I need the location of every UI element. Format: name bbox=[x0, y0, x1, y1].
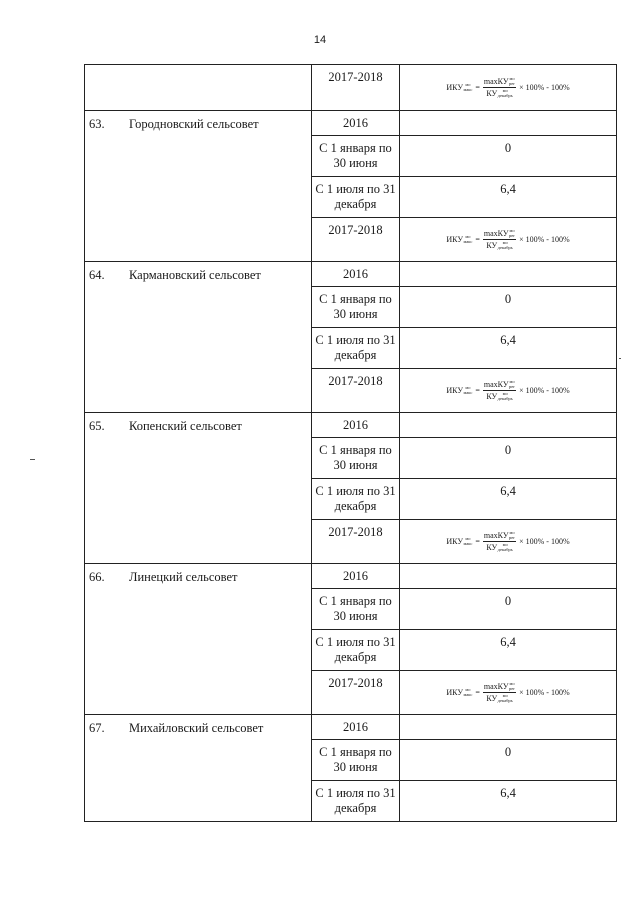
formula-cell bbox=[400, 65, 617, 111]
formula-denominator: КУ bbox=[486, 694, 498, 703]
formula-cell bbox=[400, 671, 617, 715]
formula-equals: = bbox=[475, 688, 480, 697]
formula-numerator-sup: мо bbox=[509, 681, 515, 686]
formula-denominator-sup: мо bbox=[502, 88, 508, 93]
formula-numerator-sub: рег bbox=[509, 534, 516, 540]
period-cell: 2017-2018 bbox=[312, 520, 400, 564]
formula-numerator-sub: рег bbox=[509, 232, 516, 238]
page-number: 14 bbox=[313, 34, 327, 46]
period-cell: С 1 января по 30 июня bbox=[312, 438, 400, 479]
formula-lhs: ИКУ bbox=[446, 83, 463, 92]
formula-lhs: ИКУ bbox=[446, 688, 463, 697]
index-formula bbox=[446, 531, 569, 552]
value-cell bbox=[400, 715, 617, 740]
period-cell: 2016 bbox=[312, 564, 400, 589]
formula-numerator: maxКУ bbox=[483, 380, 509, 389]
formula-numerator-sup: мо bbox=[509, 530, 515, 535]
formula-lhs-sup: мо bbox=[465, 385, 471, 390]
period-cell: 2016 bbox=[312, 262, 400, 287]
formula-numerator-sub: рег bbox=[509, 80, 516, 86]
formula-fraction bbox=[483, 229, 516, 250]
period-cell: 2016 bbox=[312, 413, 400, 438]
formula-tail: × 100% - 100% bbox=[519, 386, 570, 395]
formula-tail: × 100% - 100% bbox=[519, 83, 570, 92]
formula-numerator-sup: мо bbox=[509, 228, 515, 233]
period-cell: С 1 июля по 31 декабря bbox=[312, 479, 400, 520]
formula-numerator-sup: мо bbox=[509, 379, 515, 384]
period-cell: 2017-2018 bbox=[312, 65, 400, 111]
formula-lhs: ИКУ bbox=[446, 537, 463, 546]
table-row bbox=[85, 65, 617, 111]
period-cell: 2017-2018 bbox=[312, 218, 400, 262]
table-body bbox=[85, 65, 617, 822]
value-cell: 0 bbox=[400, 740, 617, 781]
value-cell: 6,4 bbox=[400, 177, 617, 218]
formula-denominator-sup: мо bbox=[502, 240, 508, 245]
period-cell: С 1 января по 30 июня bbox=[312, 287, 400, 328]
formula-numerator-sub: рег bbox=[509, 383, 516, 389]
margin-mark bbox=[619, 358, 621, 359]
formula-cell bbox=[400, 369, 617, 413]
formula-lhs: ИКУ bbox=[446, 235, 463, 244]
value-cell bbox=[400, 564, 617, 589]
value-cell: 0 bbox=[400, 287, 617, 328]
value-cell bbox=[400, 413, 617, 438]
municipality-name: Копенский сельсовет bbox=[129, 419, 242, 433]
municipality-cell bbox=[85, 564, 312, 715]
municipality-name: Кармановский сельсовет bbox=[129, 268, 261, 282]
municipality-cell bbox=[85, 413, 312, 564]
formula-lhs-sup: мо bbox=[465, 687, 471, 692]
formula-equals: = bbox=[475, 83, 480, 92]
formula-numerator: maxКУ bbox=[483, 77, 509, 86]
formula-numerator: maxКУ bbox=[483, 229, 509, 238]
value-cell: 0 bbox=[400, 589, 617, 630]
period-cell: С 1 июля по 31 декабря bbox=[312, 177, 400, 218]
value-cell bbox=[400, 111, 617, 136]
municipality-name: Михайловский сельсовет bbox=[129, 721, 264, 735]
table-row bbox=[85, 262, 617, 287]
formula-lhs-sup: мо bbox=[465, 82, 471, 87]
formula-lhs-sup: мо bbox=[465, 536, 471, 541]
period-cell: 2017-2018 bbox=[312, 369, 400, 413]
formula-denominator-sup: мо bbox=[502, 542, 508, 547]
formula-equals: = bbox=[475, 537, 480, 546]
municipality-name: Линецкий сельсовет bbox=[129, 570, 238, 584]
formula-tail: × 100% - 100% bbox=[519, 235, 570, 244]
formula-tail: × 100% - 100% bbox=[519, 537, 570, 546]
period-cell: 2017-2018 bbox=[312, 671, 400, 715]
value-cell: 0 bbox=[400, 136, 617, 177]
formula-equals: = bbox=[475, 235, 480, 244]
entry-number: 66. bbox=[89, 570, 105, 584]
formula-cell bbox=[400, 520, 617, 564]
index-formula bbox=[446, 229, 569, 250]
formula-lhs-sup: мо bbox=[465, 234, 471, 239]
formula-denominator-sub: декабрь bbox=[497, 697, 513, 703]
municipality-name: Городновский сельсовет bbox=[129, 117, 259, 131]
formula-fraction bbox=[483, 682, 516, 703]
formula-lhs-sub: макс bbox=[463, 540, 473, 546]
value-cell: 6,4 bbox=[400, 781, 617, 822]
formula-lhs-sub: макс bbox=[463, 238, 473, 244]
formula-equals: = bbox=[475, 386, 480, 395]
period-cell: С 1 июля по 31 декабря bbox=[312, 630, 400, 671]
formula-denominator-sup: мо bbox=[502, 693, 508, 698]
formula-denominator: КУ bbox=[486, 392, 498, 401]
formula-fraction bbox=[483, 380, 516, 401]
formula-denominator-sub: декабрь bbox=[497, 395, 513, 401]
table-row bbox=[85, 715, 617, 740]
formula-denominator: КУ bbox=[486, 543, 498, 552]
period-cell: С 1 января по 30 июня bbox=[312, 740, 400, 781]
index-formula bbox=[446, 682, 569, 703]
municipality-cell bbox=[85, 715, 312, 822]
period-cell: 2016 bbox=[312, 111, 400, 136]
formula-tail: × 100% - 100% bbox=[519, 688, 570, 697]
table-row bbox=[85, 413, 617, 438]
value-cell: 6,4 bbox=[400, 479, 617, 520]
tariff-table bbox=[84, 64, 617, 822]
name-cell bbox=[85, 65, 312, 111]
period-cell: С 1 января по 30 июня bbox=[312, 136, 400, 177]
value-cell: 6,4 bbox=[400, 630, 617, 671]
period-cell: С 1 июля по 31 декабря bbox=[312, 781, 400, 822]
value-cell: 6,4 bbox=[400, 328, 617, 369]
value-cell bbox=[400, 262, 617, 287]
value-cell: 0 bbox=[400, 438, 617, 479]
period-cell: 2016 bbox=[312, 715, 400, 740]
formula-numerator: maxКУ bbox=[483, 531, 509, 540]
formula-numerator-sub: рег bbox=[509, 685, 516, 691]
index-formula bbox=[446, 77, 569, 98]
table-row bbox=[85, 564, 617, 589]
formula-denominator-sub: декабрь bbox=[497, 244, 513, 250]
period-cell: С 1 января по 30 июня bbox=[312, 589, 400, 630]
formula-cell bbox=[400, 218, 617, 262]
entry-number: 64. bbox=[89, 268, 105, 282]
formula-denominator-sup: мо bbox=[502, 391, 508, 396]
entry-number: 63. bbox=[89, 117, 105, 131]
formula-numerator-sup: мо bbox=[509, 76, 515, 81]
period-cell: С 1 июля по 31 декабря bbox=[312, 328, 400, 369]
formula-lhs-sub: макс bbox=[463, 389, 473, 395]
index-formula bbox=[446, 380, 569, 401]
formula-fraction bbox=[483, 77, 516, 98]
entry-number: 65. bbox=[89, 419, 105, 433]
formula-numerator: maxКУ bbox=[483, 682, 509, 691]
formula-lhs: ИКУ bbox=[446, 386, 463, 395]
formula-lhs-sub: макс bbox=[463, 691, 473, 697]
formula-fraction bbox=[483, 531, 516, 552]
formula-lhs-sub: макс bbox=[463, 86, 473, 92]
municipality-cell bbox=[85, 111, 312, 262]
formula-denominator-sub: декабрь bbox=[497, 546, 513, 552]
table-row bbox=[85, 111, 617, 136]
entry-number: 67. bbox=[89, 721, 105, 735]
margin-mark bbox=[30, 459, 35, 460]
formula-denominator-sub: декабрь bbox=[497, 92, 513, 98]
formula-denominator: КУ bbox=[486, 89, 498, 98]
municipality-cell bbox=[85, 262, 312, 413]
formula-denominator: КУ bbox=[486, 241, 498, 250]
